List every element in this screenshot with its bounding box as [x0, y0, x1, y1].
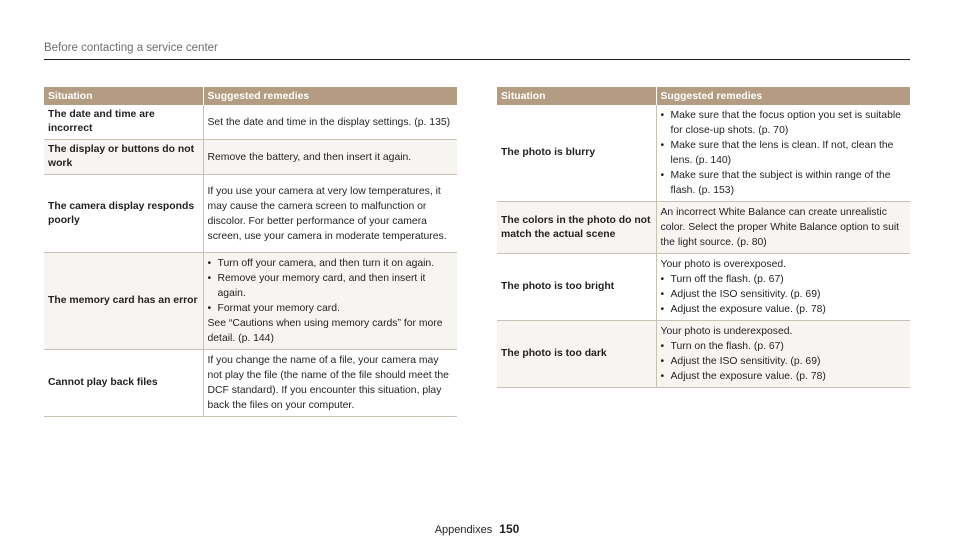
header-divider [44, 59, 910, 60]
table-row [44, 140, 457, 175]
remedy-text: Remove the battery, and then insert it again. [207, 151, 412, 163]
remedy-bullet-item: • Adjust the exposure value. (p. 78) [661, 369, 907, 384]
remedy-note: See “Cautions when using memory cards” for more detail. (p. 144) [207, 318, 443, 344]
troubleshooting-table-right [497, 87, 910, 388]
situation-cell: The date and time are incorrect [44, 105, 203, 140]
remedy-cell [656, 202, 910, 254]
remedy-text: Set the date and time in the display settings. (p. 135) [207, 116, 451, 128]
table-row [497, 321, 910, 388]
table-row [497, 202, 910, 254]
remedy-bullet-item: • Adjust the ISO sensitivity. (p. 69) [661, 287, 907, 302]
remedy-bullet-item: • Turn off your camera, and then turn it on again. [208, 256, 454, 271]
table-row [44, 175, 457, 253]
table-row [44, 253, 457, 350]
remedy-bullet-item: • Make sure that the subject is within range of the flash. (p. 153) [661, 168, 907, 198]
column-header-situation: Situation [497, 87, 656, 105]
page-number: 150 [499, 522, 520, 536]
remedy-text: Your photo is underexposed. [660, 326, 793, 337]
remedy-cell [656, 254, 910, 321]
table-body-left [44, 105, 457, 417]
situation-cell: The camera display responds poorly [44, 175, 203, 253]
column-header-remedies: Suggested remedies [203, 87, 457, 105]
remedy-text: If you use your camera at very low temperatures, it may cause the camera screen to malfunction or discolor. For better performance of your camera screen, use your camera in moderate temperatures. [207, 185, 447, 242]
remedy-bullet-item: • Format your memory card. [208, 301, 454, 316]
remedy-cell [203, 175, 457, 253]
situation-cell: The memory card has an error [44, 253, 203, 350]
remedy-bullet-list [661, 272, 907, 317]
table-row [44, 350, 457, 417]
situation-cell: The photo is blurry [497, 105, 656, 202]
page-header-title: Before contacting a service center [44, 42, 218, 54]
table-body-right [497, 105, 910, 388]
remedy-bullet-item: • Make sure that the focus option you set is suitable for close-up shots. (p. 70) [661, 108, 907, 138]
remedy-bullet-item: • Adjust the ISO sensitivity. (p. 69) [661, 354, 907, 369]
remedy-bullet-item: • Make sure that the lens is clean. If not, clean the lens. (p. 140) [661, 138, 907, 168]
remedy-cell [203, 253, 457, 350]
remedy-bullet-item: • Remove your memory card, and then insert it again. [208, 271, 454, 301]
table-row [44, 105, 457, 140]
table-row [497, 254, 910, 321]
page-footer [0, 522, 954, 536]
remedy-bullet-list [661, 339, 907, 384]
footer-section-label: Appendixes [434, 524, 493, 536]
table-header-row [497, 87, 910, 105]
situation-cell: The photo is too bright [497, 254, 656, 321]
remedy-bullet-item: • Turn off the flash. (p. 67) [661, 272, 907, 287]
remedy-text: Your photo is overexposed. [660, 259, 787, 270]
remedy-cell [203, 350, 457, 417]
remedy-bullet-item: • Turn on the flash. (p. 67) [661, 339, 907, 354]
troubleshooting-table-left [44, 87, 457, 417]
remedy-cell [203, 105, 457, 140]
situation-cell: The photo is too dark [497, 321, 656, 388]
remedy-bullet-item: • Adjust the exposure value. (p. 78) [661, 302, 907, 317]
table-header-row [44, 87, 457, 105]
remedy-bullet-list [208, 256, 454, 316]
remedy-bullet-list [661, 108, 907, 198]
column-header-situation: Situation [44, 87, 203, 105]
remedy-text: An incorrect White Balance can create unrealistic color. Select the proper White Balance option to suit the light source. (p. 80) [660, 207, 900, 248]
column-header-remedies: Suggested remedies [656, 87, 910, 105]
remedy-cell [203, 140, 457, 175]
situation-cell: The colors in the photo do not match the actual scene [497, 202, 656, 254]
remedy-cell [656, 105, 910, 202]
situation-cell: Cannot play back files [44, 350, 203, 417]
remedy-cell [656, 321, 910, 388]
situation-cell: The display or buttons do not work [44, 140, 203, 175]
table-row [497, 105, 910, 202]
remedy-text: If you change the name of a file, your camera may not play the file (the name of the file should meet the DCF standard). If you encounter this situation, play back the files on your computer. [207, 355, 449, 411]
